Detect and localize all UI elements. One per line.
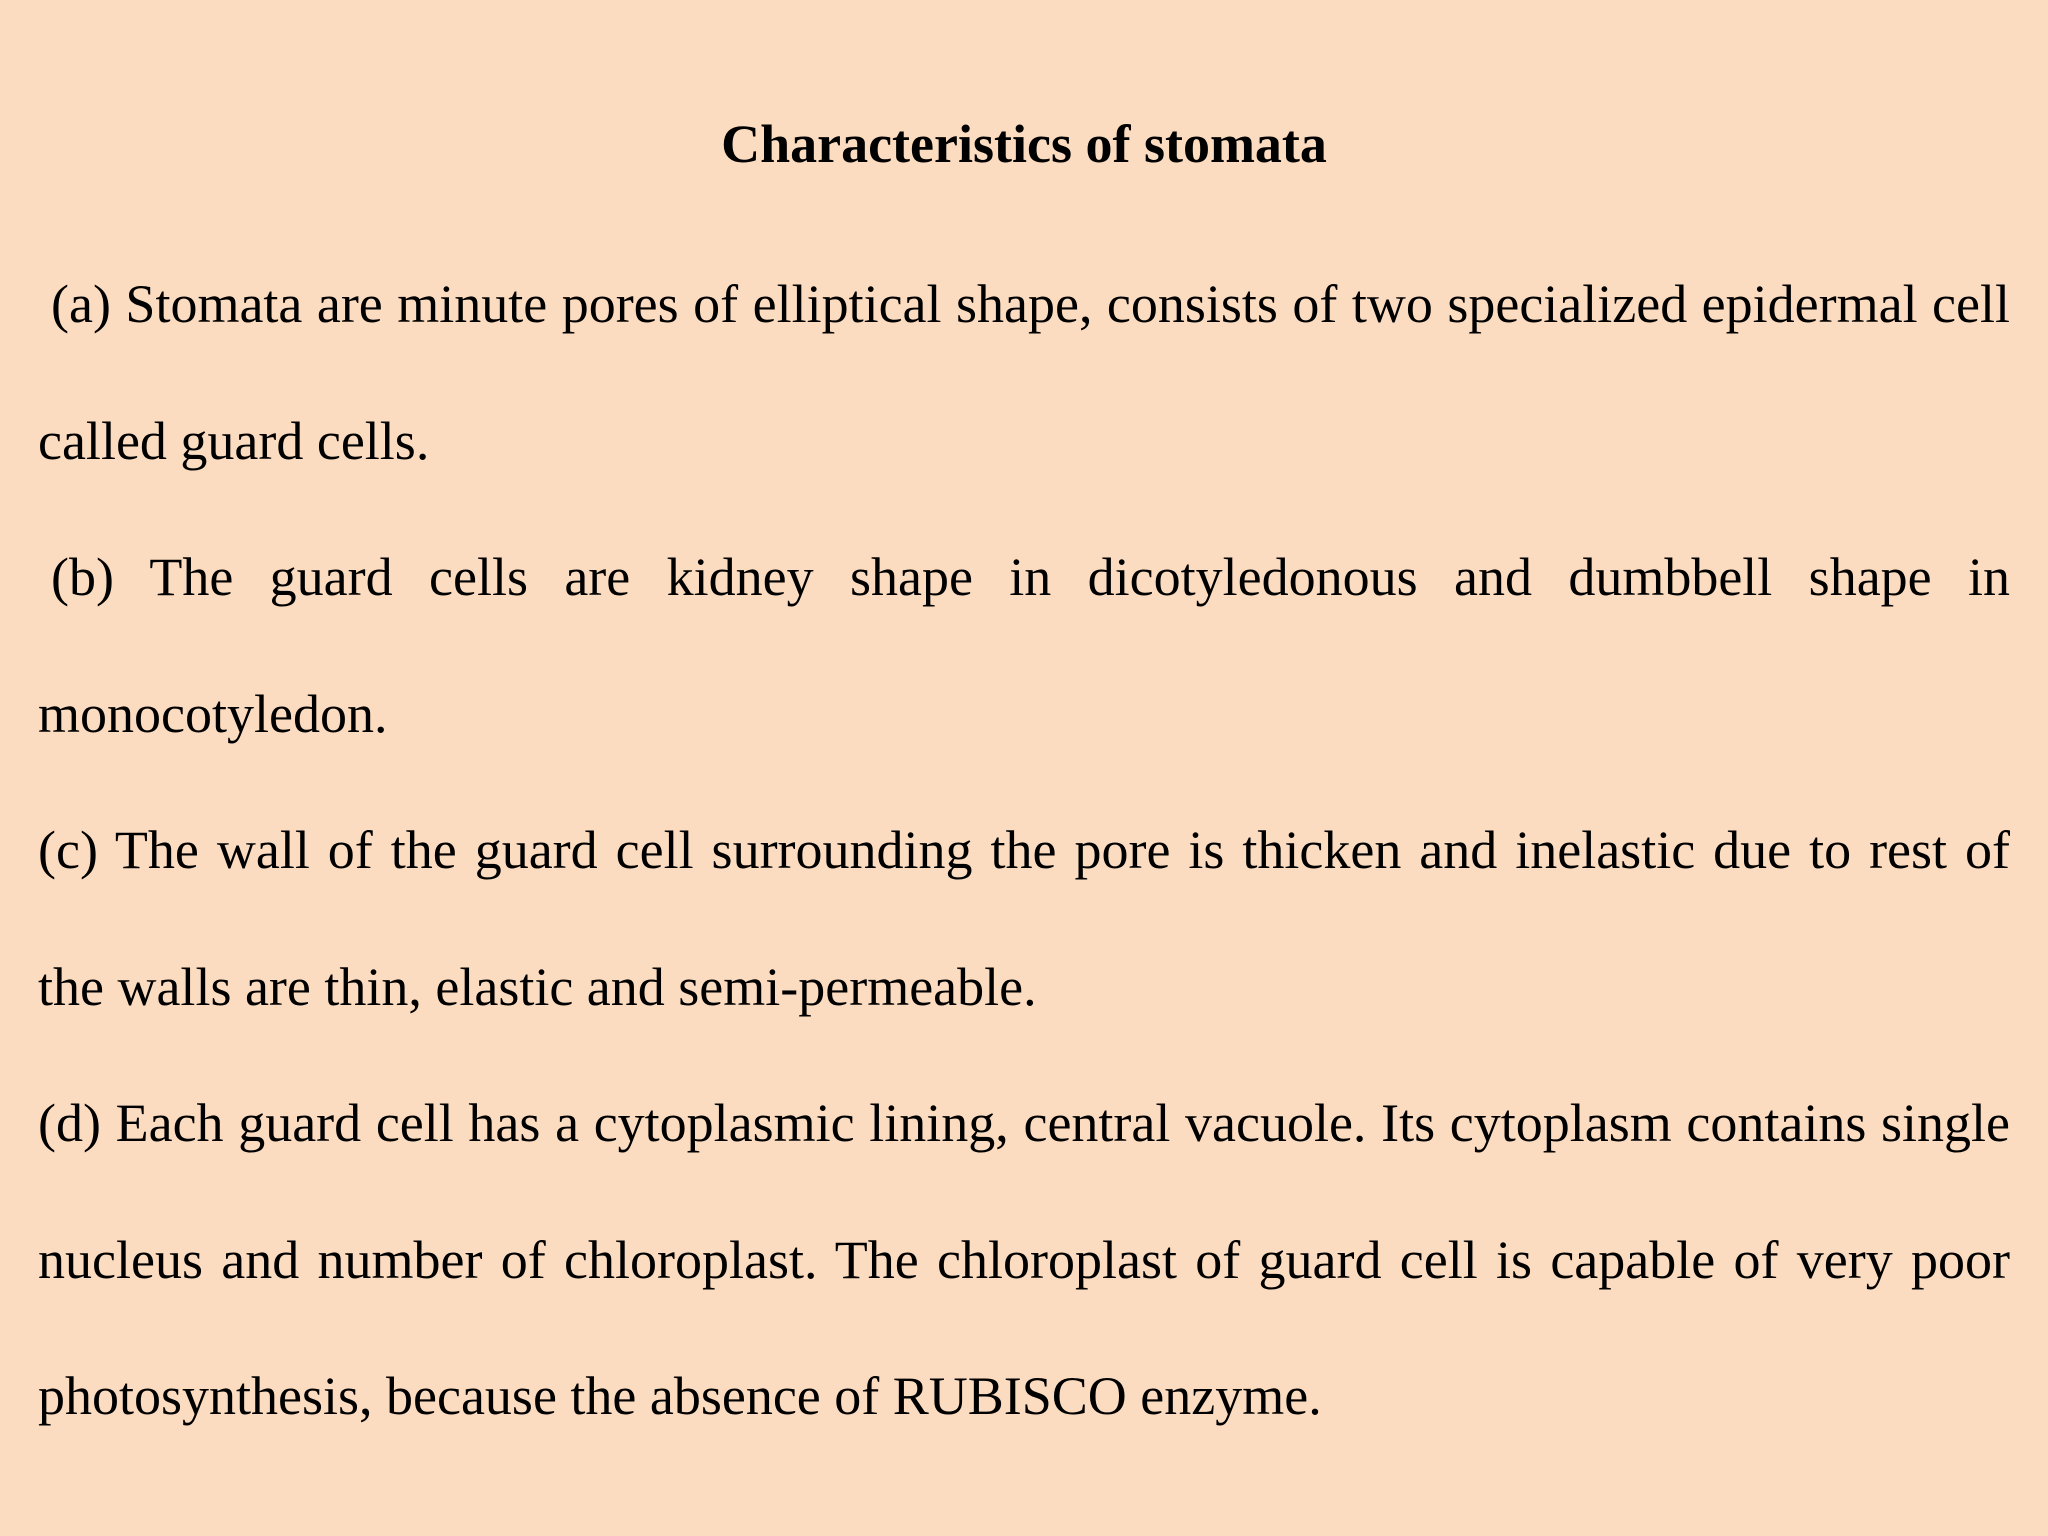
points-list — [38, 236, 2010, 1465]
point-d: (d) Each guard cell has a cytoplasmic lining, central vacuole. Its cytoplasm contains single nucleus and number of chloroplast. The chloroplast of guard cell is capable of very poor photosynthesis, because the absence of RUBISCO enzyme. — [38, 1093, 2010, 1426]
point-c: (c) The wall of the guard cell surrounding the pore is thicken and inelastic due to rest of the walls are thin, elastic and semi-permeable. — [38, 820, 2010, 1017]
point-b: (b) The guard cells are kidney shape in dicotyledonous and dumbbell shape in monocotyledon. — [38, 547, 2010, 744]
slide-title: Characteristics of stomata — [721, 114, 1327, 174]
point-a: (a) Stomata are minute pores of elliptical shape, consists of two specialized epidermal cell called guard cells. — [38, 274, 2010, 471]
